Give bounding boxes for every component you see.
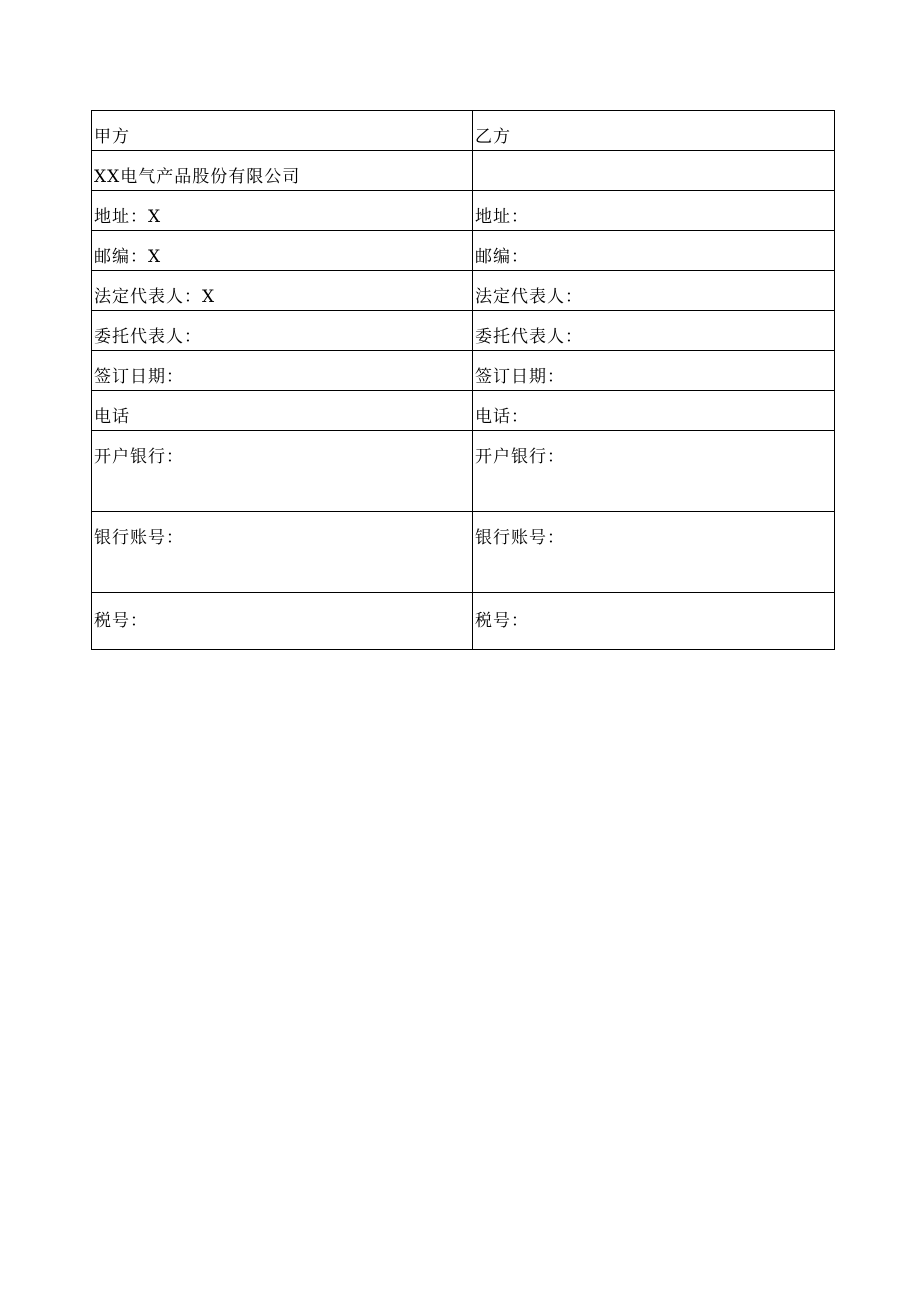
table-row-bank-account bbox=[92, 512, 835, 593]
party-b-authorized-rep-cell bbox=[473, 311, 835, 351]
party-a-bank-cell bbox=[92, 431, 473, 512]
party-b-tax-id: 税号： bbox=[475, 611, 529, 631]
party-a-phone: 电话 bbox=[94, 407, 130, 427]
party-a-phone-cell bbox=[92, 391, 473, 431]
party-a-bank-account: 银行账号： bbox=[94, 528, 184, 548]
party-b-bank-account: 银行账号： bbox=[475, 528, 565, 548]
party-b-authorized-rep: 委托代表人： bbox=[475, 327, 583, 347]
party-b-sign-date-cell bbox=[473, 351, 835, 391]
party-a-title-cell bbox=[92, 111, 473, 151]
party-b-legal-rep-cell bbox=[473, 271, 835, 311]
party-b-title-cell bbox=[473, 111, 835, 151]
party-b-postcode: 邮编： bbox=[475, 247, 529, 267]
party-b-bank-account-cell bbox=[473, 512, 835, 593]
table-row-postcode bbox=[92, 231, 835, 271]
party-b-bank-cell bbox=[473, 431, 835, 512]
table-row-party-title bbox=[92, 111, 835, 151]
table-row-authorized-rep bbox=[92, 311, 835, 351]
party-a-sign-date: 签订日期： bbox=[94, 367, 184, 387]
party-b-sign-date: 签订日期： bbox=[475, 367, 565, 387]
party-a-company: XX电气产品股份有限公司 bbox=[94, 167, 301, 187]
table-row-tax-id bbox=[92, 593, 835, 650]
party-a-bank-account-cell bbox=[92, 512, 473, 593]
table-row-bank bbox=[92, 431, 835, 512]
party-b-phone: 电话： bbox=[475, 407, 529, 427]
party-a-authorized-rep: 委托代表人： bbox=[94, 327, 202, 347]
table-row-sign-date bbox=[92, 351, 835, 391]
party-a-title: 甲方 bbox=[94, 127, 130, 147]
party-a-company-cell bbox=[92, 151, 473, 191]
party-a-bank: 开户银行： bbox=[94, 447, 184, 467]
party-a-postcode: 邮编：X bbox=[94, 247, 162, 267]
table-row-phone bbox=[92, 391, 835, 431]
party-b-postcode-cell bbox=[473, 231, 835, 271]
party-a-address: 地址：X bbox=[94, 207, 162, 227]
party-b-company-cell bbox=[473, 151, 835, 191]
party-a-authorized-rep-cell bbox=[92, 311, 473, 351]
party-b-address: 地址： bbox=[475, 207, 529, 227]
party-b-title: 乙方 bbox=[475, 127, 511, 147]
party-a-legal-rep-cell bbox=[92, 271, 473, 311]
party-b-bank: 开户银行： bbox=[475, 447, 565, 467]
party-b-tax-id-cell bbox=[473, 593, 835, 650]
party-info-table bbox=[91, 110, 835, 650]
table-row-legal-rep bbox=[92, 271, 835, 311]
party-b-legal-rep: 法定代表人： bbox=[475, 287, 583, 307]
party-a-sign-date-cell bbox=[92, 351, 473, 391]
party-a-tax-id: 税号： bbox=[94, 611, 148, 631]
table-row-address bbox=[92, 191, 835, 231]
party-a-address-cell bbox=[92, 191, 473, 231]
party-a-legal-rep: 法定代表人：X bbox=[94, 287, 216, 307]
party-a-tax-id-cell bbox=[92, 593, 473, 650]
party-a-postcode-cell bbox=[92, 231, 473, 271]
party-b-phone-cell bbox=[473, 391, 835, 431]
table-row-company bbox=[92, 151, 835, 191]
party-b-address-cell bbox=[473, 191, 835, 231]
